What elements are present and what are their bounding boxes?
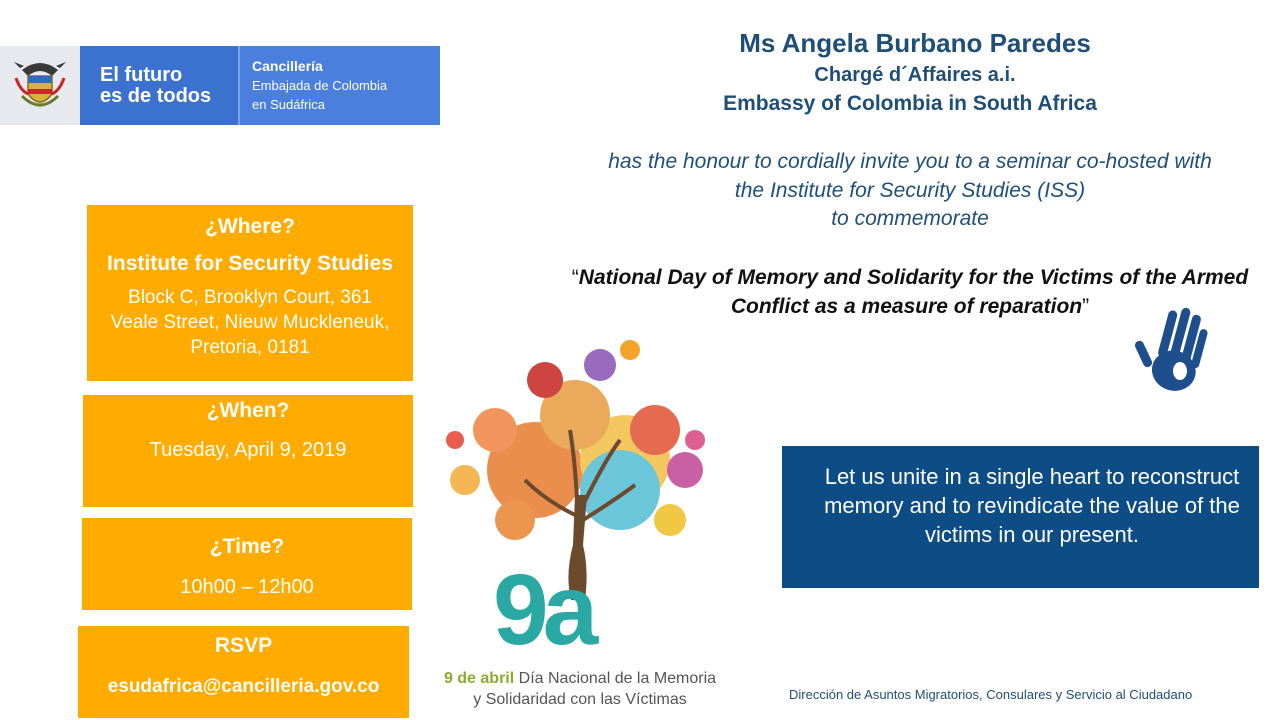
invitation-line1: has the honour to cordially invite you to a seminar co-hosted with: [608, 150, 1212, 173]
ministry-block: [240, 46, 440, 125]
venue-address: Block C, Brooklyn Court, 361 Veale Street, Nieuw Muckleneuk, Pretoria, 0181: [110, 287, 390, 358]
slogan-block: [80, 46, 238, 125]
slogan-line1: El futuro: [100, 63, 183, 86]
when-label: ¿When?: [206, 399, 290, 422]
event-time: 10h00 – 12h00: [180, 576, 314, 598]
slogan-line2: es de todos: [100, 84, 212, 107]
message-box: [782, 446, 1259, 588]
invitation-line2: the Institute for Security Studies (ISS): [734, 179, 1086, 202]
event-title-text: National Day of Memory and Solidarity for the Victims of the Armed Conflict as a measure of reparation: [578, 266, 1249, 318]
handprint-icon: [1130, 305, 1225, 400]
when-box: [83, 395, 413, 507]
venue-name: Institute for Security Studies: [107, 252, 393, 275]
footer-department: Dirección de Asuntos Migratorios, Consulares y Servicio al Ciudadano: [789, 687, 1193, 702]
memorial-date: 9 de abril: [443, 670, 515, 687]
government-logo-bar: [0, 46, 440, 125]
invitation-line3: to commemorate: [831, 207, 989, 230]
where-label: ¿Where?: [205, 215, 295, 238]
time-box: [82, 518, 412, 610]
open-quote: “: [571, 266, 579, 289]
memorial-line2: y Solidaridad con las Víctimas: [473, 691, 687, 708]
colombia-crest-icon: [12, 56, 68, 116]
crest-container: [0, 46, 80, 125]
rsvp-label: RSVP: [214, 634, 273, 657]
rsvp-email[interactable]: esudafrica@cancilleria.gov.co: [107, 676, 380, 697]
time-label: ¿Time?: [209, 535, 285, 558]
embassy-line1: Embajada de Colombia: [252, 78, 388, 93]
host-embassy: Embassy of Colombia in South Africa: [723, 92, 1097, 115]
memorial-line1: [430, 670, 730, 688]
rsvp-box: [78, 626, 409, 718]
close-quote: ”: [1082, 295, 1090, 318]
event-date: Tuesday, April 9, 2019: [149, 439, 347, 461]
host-name: Ms Angela Burbano Paredes: [739, 28, 1091, 58]
message-text: Let us unite in a single heart to reconstruct memory and to revindicate the value of the victims in our present.: [824, 464, 1240, 547]
host-title: Chargé d´Affaires a.i.: [814, 64, 1016, 86]
memorial-title-line1: Día Nacional de la Memoria: [518, 670, 717, 687]
memorial-logo-text: 9a: [493, 554, 593, 666]
where-box: [87, 205, 413, 381]
ministry-name: Cancillería: [252, 58, 323, 74]
embassy-line2: en Sudáfrica: [252, 97, 325, 112]
